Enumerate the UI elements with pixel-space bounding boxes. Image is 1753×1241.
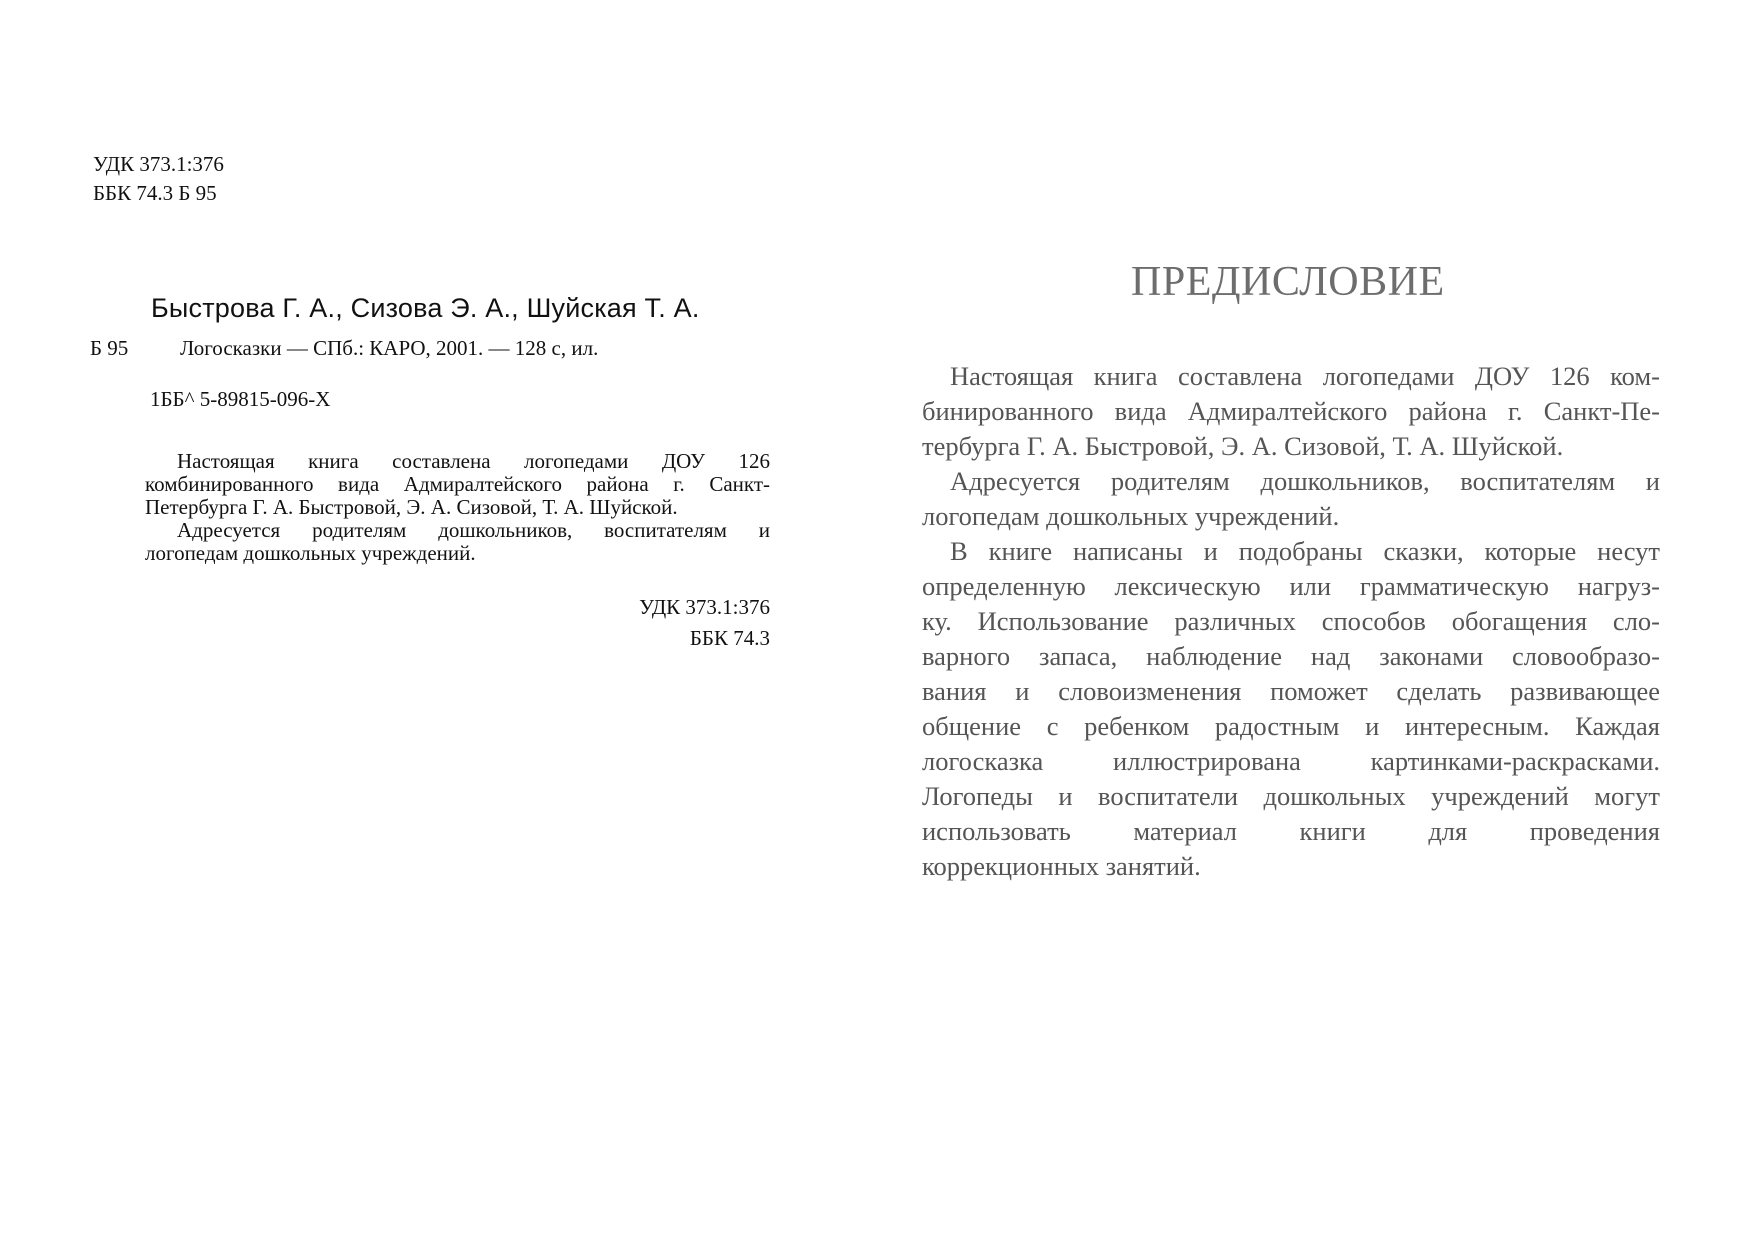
preface-line: Адресуется родителям дошкольников, воспитателям и	[950, 466, 1660, 496]
classification-codes	[93, 150, 224, 208]
bbk-code-bottom: ББК 74.3	[689, 626, 770, 650]
bibliographic-entry	[90, 336, 598, 361]
preface-line: логосказка иллюстрирована картинками-раскрасками.	[922, 746, 1660, 776]
preface-line: В книге написаны и подобраны сказки, которые несут	[950, 536, 1660, 566]
bbk-code: ББК 74.3 Б 95	[93, 181, 217, 205]
preface-line: логопедам дошкольных учреждений.	[922, 501, 1340, 531]
annotation-line: Петербурга Г. А. Быстровой, Э. А. Сизовой, Т. А. Шуйской.	[145, 495, 678, 519]
preface-line: бинированного вида Адмиралтейского района г. Санкт-Пе-	[922, 396, 1660, 426]
author-mark: Б 95	[90, 336, 129, 360]
authors-line: Быстрова Г. А., Сизова Э. А., Шуйская Т. А.	[151, 293, 700, 323]
preface-line: Логопеды и воспитатели дошкольных учреждений могут	[922, 781, 1660, 811]
preface-line: определенную лексическую или грамматическую нагруз-	[922, 571, 1660, 601]
bottom-classification-codes	[560, 592, 770, 654]
annotation-line: Настоящая книга составлена логопедами ДОУ 126	[177, 449, 770, 473]
annotation	[145, 450, 770, 565]
isbn: 1ББ^ 5-89815-096-Х	[150, 387, 331, 411]
preface-line: варного запаса, наблюдение над законами словообразо-	[922, 641, 1660, 671]
preface-line: коррекционных занятий.	[922, 851, 1201, 881]
preface-line: вания и словоизменения поможет сделать развивающее	[922, 676, 1660, 706]
preface-line: использовать материал книги для проведения	[922, 816, 1660, 846]
annotation-line: комбинированного вида Адмиралтейского района г. Санкт-	[145, 472, 770, 496]
annotation-line: логопедам дошкольных учреждений.	[145, 541, 476, 565]
udk-code-bottom: УДК 373.1:376	[639, 595, 770, 619]
udk-code: УДК 373.1:376	[93, 152, 224, 176]
preface-line: тербурга Г. А. Быстровой, Э. А. Сизовой, Т. А. Шуйской.	[922, 431, 1564, 461]
preface-line: общение с ребенком радостным и интересным. Каждая	[922, 711, 1660, 741]
bibliographic-text: Логосказки — СПб.: КАРО, 2001. — 128 с, ил.	[180, 336, 599, 360]
preface-line: Настоящая книга составлена логопедами ДОУ 126 ком-	[950, 361, 1660, 391]
annotation-line: Адресуется родителям дошкольников, воспитателям и	[177, 518, 770, 542]
preface-title: ПРЕДИСЛОВИЕ	[1131, 259, 1445, 305]
preface-line: ку. Использование различных способов обогащения сло-	[922, 606, 1660, 636]
preface-body	[922, 359, 1660, 884]
